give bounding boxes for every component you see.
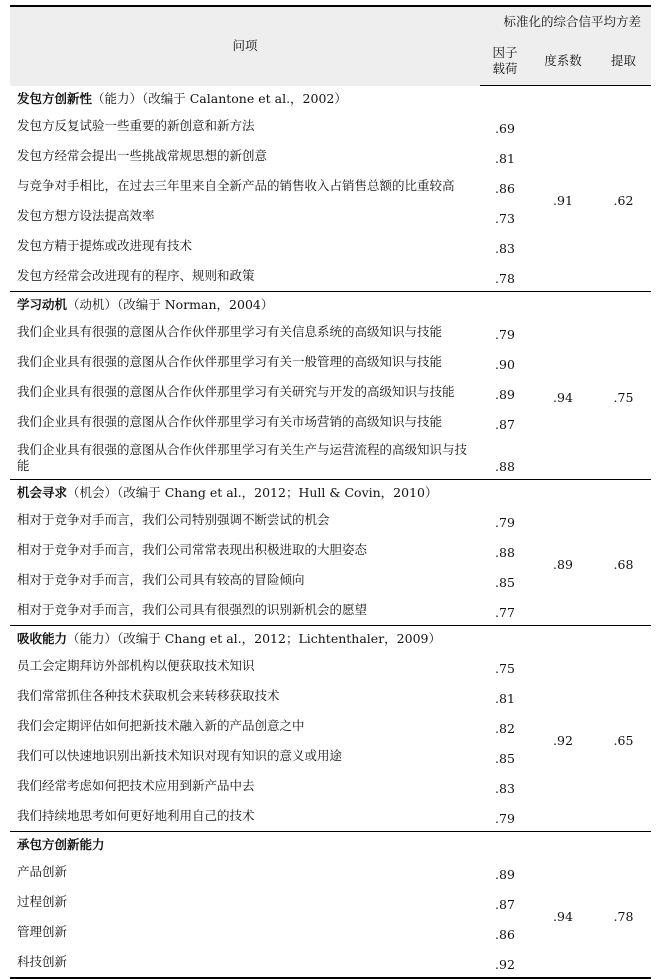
reliability-value: .89 <box>553 557 573 572</box>
item-text: 相对于竞争对手而言，我们公司常常表现出积极进取的大胆姿态 <box>17 542 368 557</box>
section-row <box>10 480 651 506</box>
ave-value: .68 <box>613 557 634 572</box>
table-row <box>10 111 651 141</box>
factor-loading: .75 <box>495 661 515 676</box>
item-text: 我们持续地思考如何更好地利用自己的技术 <box>17 808 255 823</box>
header-row-1 <box>10 6 651 37</box>
section-note: （动机）（改编于 Norman，2004） <box>67 296 274 312</box>
factor-loading: .89 <box>495 867 515 882</box>
section-title-cell <box>10 626 651 652</box>
reliability-value: .91 <box>553 193 573 208</box>
section-note: （能力）（改编于 Chang et al.，2012；Lichtenthaler，2009） <box>67 630 441 646</box>
reliability-value: .92 <box>553 733 573 748</box>
section-title-cell <box>10 832 651 858</box>
section-row <box>10 832 651 858</box>
ave-value: .78 <box>596 857 651 978</box>
ave-value: .62 <box>613 193 634 208</box>
item-text: 科技创新 <box>10 947 480 978</box>
header-span: 标准化的综合信平均方差 <box>480 6 651 37</box>
item-text: 我们企业具有很强的意图从合作伙伴那里学习有关信息系统的高级知识与技能 <box>17 324 443 339</box>
factor-loading: .79 <box>495 327 515 342</box>
reliability-value: .94 <box>530 857 596 978</box>
section-title: 机会寻求 <box>17 484 68 500</box>
item-text: 发包方经常会改进现有的程序、规则和政策 <box>17 268 255 283</box>
factor-loading: .79 <box>495 515 515 530</box>
table-row <box>10 651 651 681</box>
factor-loading: .81 <box>495 151 515 166</box>
section-title-cell <box>10 480 651 506</box>
ave-value: .75 <box>613 390 634 405</box>
factor-loading: .90 <box>495 357 515 372</box>
section-title-cell <box>10 86 651 112</box>
section-row <box>10 292 651 318</box>
section-row <box>10 626 651 652</box>
measurement-table <box>10 5 651 979</box>
item-text: 管理创新 <box>17 924 68 939</box>
item-text: 我们常常抓住各种技术获取机会来转移获取技术 <box>17 688 280 703</box>
item-text: 发包方经常会提出一些挑战常规思想的新创意 <box>17 148 268 163</box>
factor-loading: .82 <box>495 721 515 736</box>
item-text: 相对于竞争对手而言，我们公司具有很强烈的识别新机会的愿望 <box>17 602 368 617</box>
item-text: 我们企业具有很强的意图从合作伙伴那里学习有关生产与运营流程的高级知识与技能 <box>17 442 468 473</box>
factor-loading: .77 <box>495 605 515 620</box>
factor-loading: .88 <box>495 545 515 560</box>
section-title: 吸收能力 <box>17 630 68 646</box>
factor-loading: .88 <box>495 459 515 474</box>
item-text: 我们经常考虑如何把技术应用到新产品中去 <box>17 778 255 793</box>
factor-loading: .83 <box>495 781 515 796</box>
section-title: 学习动机 <box>17 296 68 312</box>
header-loading-text: 因子载荷 <box>492 45 518 76</box>
item-text: 发包方想方设法提高效率 <box>17 208 155 223</box>
header-alpha: 度系数 <box>530 37 596 86</box>
item-text: 产品创新 <box>17 864 68 879</box>
factor-loading: .89 <box>495 387 515 402</box>
factor-loading: .85 <box>495 751 515 766</box>
item-text: 我们企业具有很强的意图从合作伙伴那里学习有关研究与开发的高级知识与技能 <box>17 384 455 399</box>
section-title: 发包方创新性 <box>17 90 93 106</box>
item-text: 员工会定期拜访外部机构以便获取技术知识 <box>17 658 255 673</box>
section-note: （能力）（改编于 Calantone et al.，2002） <box>92 90 347 106</box>
item-text: 我们可以快速地识别出新技术知识对现有知识的意义或用途 <box>17 748 343 763</box>
reliability-value: .94 <box>553 390 573 405</box>
factor-loading: .86 <box>495 927 515 942</box>
table-body <box>10 86 651 979</box>
factor-loading: .81 <box>495 691 515 706</box>
factor-loading: .73 <box>495 211 515 226</box>
item-text: 发包方精于提炼或改进现有技术 <box>17 238 193 253</box>
table-row <box>10 505 651 535</box>
factor-loading: .78 <box>495 271 515 286</box>
ave-value: .65 <box>613 733 634 748</box>
factor-loading: .87 <box>495 417 515 432</box>
factor-loading: .92 <box>480 947 530 978</box>
item-text: 相对于竞争对手而言，我们公司具有较高的冒险倾向 <box>17 572 305 587</box>
table-row <box>10 317 651 347</box>
item-text: 我们会定期评估如何把新技术融入新的产品创意之中 <box>17 718 305 733</box>
item-text: 与竞争对手相比，在过去三年里来自全新产品的销售收入占销售总额的比重较高 <box>17 178 455 193</box>
section-title: 承包方创新能力 <box>17 836 105 852</box>
section-row <box>10 86 651 112</box>
table-row <box>10 857 651 887</box>
item-text: 过程创新 <box>17 894 68 909</box>
header-loading <box>480 37 530 86</box>
factor-loading: .69 <box>495 121 515 136</box>
factor-loading: .87 <box>495 897 515 912</box>
item-text: 我们企业具有很强的意图从合作伙伴那里学习有关一般管理的高级知识与技能 <box>17 354 443 369</box>
header-ave: 提取 <box>596 37 651 86</box>
factor-loading: .86 <box>495 181 515 196</box>
factor-loading: .83 <box>495 241 515 256</box>
item-text: 相对于竞争对手而言，我们公司特别强调不断尝试的机会 <box>17 512 330 527</box>
table-header <box>10 6 651 86</box>
factor-loading: .79 <box>495 811 515 826</box>
item-text: 发包方反复试验一些重要的新创意和新方法 <box>17 118 255 133</box>
section-note: （机会）（改编于 Chang et al.，2012；Hull & Covin，2010） <box>67 484 438 500</box>
section-title-cell <box>10 292 651 318</box>
factor-loading: .85 <box>495 575 515 590</box>
header-item: 问项 <box>10 6 480 86</box>
item-text: 我们企业具有很强的意图从合作伙伴那里学习有关市场营销的高级知识与技能 <box>17 414 443 429</box>
